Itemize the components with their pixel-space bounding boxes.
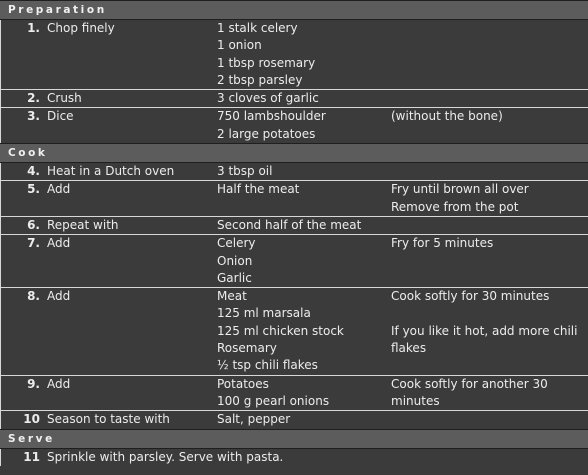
ingredient: Garlic (217, 270, 252, 285)
step-ingredients (217, 90, 391, 107)
step-row (0, 181, 588, 217)
step-number: 7. (0, 235, 45, 287)
note: Fry until brown all over (391, 182, 529, 197)
step-row (0, 288, 588, 375)
step-action: Chop finely (47, 21, 115, 35)
step-action: Season to taste with (47, 412, 170, 427)
step-number: 4. (0, 163, 45, 180)
step-action: Repeat with (47, 217, 119, 232)
step-action: Dice (47, 109, 74, 124)
ingredient: ½ tsp chili flakes (217, 358, 318, 373)
step-row (0, 20, 588, 90)
step-action: Crush (47, 91, 82, 106)
note: Cook softly for another 30 minutes (391, 376, 548, 408)
ingredient: Second half of the meat (217, 217, 362, 232)
section-header-preparation (0, 0, 588, 20)
ingredient: 100 g pearl onions (217, 393, 330, 408)
step-notes (391, 90, 587, 107)
ingredient: Meat (217, 289, 247, 304)
step-action: Add (47, 376, 71, 391)
step-row (0, 163, 588, 181)
step-ingredients (217, 217, 391, 234)
ingredient: 1 onion (217, 38, 262, 53)
step-notes (391, 217, 587, 234)
note-spacer (391, 305, 587, 322)
ingredient: Half the meat (217, 182, 300, 197)
section-header-cook (0, 143, 588, 163)
step-notes (391, 376, 587, 411)
step-row (0, 411, 588, 428)
ingredient: Celery (217, 236, 256, 251)
step-action: Heat in a Dutch oven (47, 164, 175, 179)
step-ingredients (217, 163, 391, 180)
step-number: 9. (0, 376, 45, 411)
ingredient: 750 lambshoulder (217, 109, 326, 124)
step-action: Add (47, 182, 71, 197)
step-ingredients (217, 108, 391, 143)
step-ingredients (217, 376, 391, 411)
section-title: Cook (8, 147, 48, 160)
step-number: 2. (0, 90, 45, 107)
ingredient: 2 tbsp parsley (217, 72, 303, 87)
step-row (0, 108, 588, 143)
step-ingredients (217, 235, 391, 287)
note: Cook softly for 30 minutes (391, 289, 550, 304)
step-notes (391, 181, 587, 216)
section-header-serve (0, 429, 588, 449)
ingredient: Potatoes (217, 376, 269, 391)
step-action: Add (47, 236, 71, 251)
note: Remove from the pot (391, 199, 519, 214)
note: (without the bone) (391, 109, 503, 124)
ingredient: 3 tbsp oil (217, 164, 273, 179)
step-notes (391, 288, 587, 374)
step-ingredients (217, 288, 391, 374)
step-number: 11 (0, 449, 45, 466)
step-number: 1. (0, 20, 45, 89)
ingredient: 125 ml marsala (217, 306, 311, 321)
ingredient: 1 stalk celery (217, 21, 298, 35)
note: If you like it hot, add more chili flakes (391, 323, 578, 356)
step-notes (391, 235, 587, 287)
ingredient: 3 cloves of garlic (217, 91, 319, 106)
step-row (0, 376, 588, 412)
step-notes (391, 163, 587, 180)
ingredient: Onion (217, 253, 253, 268)
step-notes (391, 20, 587, 89)
step-row (0, 90, 588, 108)
section-title: Serve (8, 432, 55, 445)
step-row (0, 449, 588, 466)
step-action: Sprinkle with parsley. Serve with pasta. (47, 449, 284, 464)
step-ingredients (217, 181, 391, 216)
note: Fry for 5 minutes (391, 236, 494, 251)
ingredient: Salt, pepper (217, 412, 291, 427)
step-notes (391, 411, 587, 428)
step-number: 8. (0, 288, 45, 374)
step-ingredients (217, 411, 391, 428)
ingredient: Rosemary (217, 341, 277, 356)
ingredient: 125 ml chicken stock (217, 323, 344, 338)
ingredient: 2 large potatoes (217, 126, 316, 141)
step-number: 10 (0, 411, 45, 428)
step-ingredients (217, 20, 391, 89)
step-action: Add (47, 289, 71, 304)
step-row (0, 217, 588, 235)
step-notes (391, 108, 587, 143)
step-number: 5. (0, 181, 45, 216)
step-row (0, 235, 588, 288)
step-number: 3. (0, 108, 45, 143)
section-title: Preparation (8, 4, 107, 16)
step-number: 6. (0, 217, 45, 234)
ingredient: 1 tbsp rosemary (217, 55, 316, 70)
